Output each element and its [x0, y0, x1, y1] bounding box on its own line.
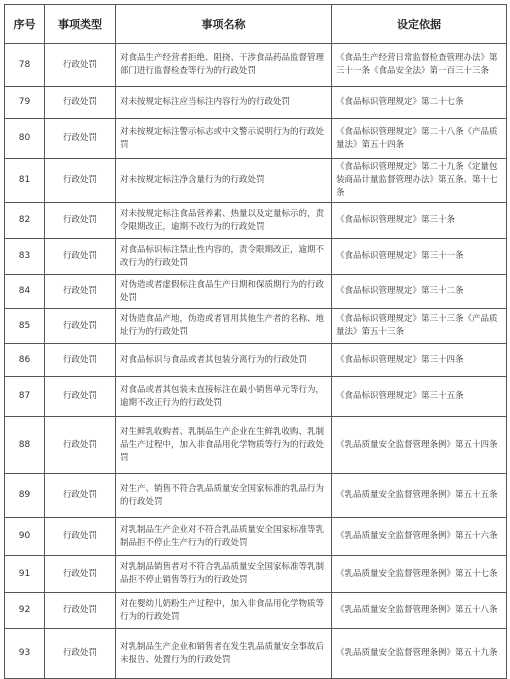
table-row	[5, 239, 507, 275]
row-basis: 《食品标识管理规定》第三十五条	[332, 377, 507, 417]
row-type: 行政处罚	[45, 239, 116, 275]
row-type: 行政处罚	[45, 203, 116, 239]
row-basis: 《乳品质量安全监督管理条例》第五十六条	[332, 518, 507, 556]
table-header-row	[5, 5, 507, 44]
header-basis: 设定依据	[332, 5, 507, 44]
row-name: 对未按规定标注食品营养素、热量以及定量标示的，责令限期改正，逾期不改行为的行政处罚	[116, 203, 332, 239]
row-name: 对伪造食品产地，伪造或者冒用其他生产者的名称、地址行为的行政处罚	[116, 309, 332, 344]
row-name: 对未按规定标注警示标志或中文警示说明行为的行政处罚	[116, 119, 332, 159]
row-type: 行政处罚	[45, 275, 116, 309]
row-basis: 《食品标识管理规定》第三十条	[332, 203, 507, 239]
row-num: 80	[5, 119, 45, 159]
row-type: 行政处罚	[45, 556, 116, 593]
row-type: 行政处罚	[45, 593, 116, 629]
table-row	[5, 518, 507, 556]
row-name: 对食品标识标注禁止性内容的，责令限期改正，逾期不改行为的行政处罚	[116, 239, 332, 275]
row-type: 行政处罚	[45, 119, 116, 159]
row-name: 对生鲜乳收购者、乳制品生产企业在生鲜乳收购、乳制品生产过程中，加入非食品用化学物质等行为的行政处罚	[116, 417, 332, 474]
row-num: 81	[5, 159, 45, 203]
row-type: 行政处罚	[45, 518, 116, 556]
row-name: 对在婴幼儿奶粉生产过程中，加入非食品用化学物质等行为的行政处罚	[116, 593, 332, 629]
row-type: 行政处罚	[45, 159, 116, 203]
document-table-container	[4, 4, 506, 679]
row-basis: 《乳品质量安全监督管理条例》第五十五条	[332, 474, 507, 518]
row-num: 83	[5, 239, 45, 275]
row-basis: 《乳品质量安全监督管理条例》第五十四条	[332, 417, 507, 474]
row-basis: 《乳品质量安全监督管理条例》第五十七条	[332, 556, 507, 593]
row-num: 89	[5, 474, 45, 518]
row-basis: 《乳品质量安全监督管理条例》第五十九条	[332, 629, 507, 679]
row-num: 92	[5, 593, 45, 629]
table-row	[5, 119, 507, 159]
row-num: 87	[5, 377, 45, 417]
row-num: 84	[5, 275, 45, 309]
table-row	[5, 593, 507, 629]
row-name: 对食品或者其包装未直接标注在最小销售单元等行为，逾期不改正行为的行政处罚	[116, 377, 332, 417]
row-name: 对伪造或者虚假标注食品生产日期和保质期行为的行政处罚	[116, 275, 332, 309]
row-basis: 《食品标识管理规定》第三十一条	[332, 239, 507, 275]
row-type: 行政处罚	[45, 417, 116, 474]
table-row	[5, 629, 507, 679]
row-name: 对未按规定标注净含量行为的行政处罚	[116, 159, 332, 203]
table-row	[5, 44, 507, 87]
row-type: 行政处罚	[45, 377, 116, 417]
row-name: 对未按规定标注应当标注内容行为的行政处罚	[116, 87, 332, 119]
row-num: 88	[5, 417, 45, 474]
row-num: 85	[5, 309, 45, 344]
row-basis: 《乳品质量安全监督管理条例》第五十八条	[332, 593, 507, 629]
table-row	[5, 474, 507, 518]
row-type: 行政处罚	[45, 44, 116, 87]
table-row	[5, 417, 507, 474]
table-row	[5, 556, 507, 593]
row-basis: 《食品标识管理规定》第二十八条《产品质量法》第五十四条	[332, 119, 507, 159]
row-num: 90	[5, 518, 45, 556]
table-row	[5, 275, 507, 309]
row-basis: 《食品生产经营日常监督检查管理办法》第三十一条《食品安全法》第一百三十三条	[332, 44, 507, 87]
row-name: 对乳制品生产企业和销售者在发生乳品质量安全事故后未报告、处置行为的行政处罚	[116, 629, 332, 679]
header-num: 序号	[5, 5, 45, 44]
row-basis: 《食品标识管理规定》第二十七条	[332, 87, 507, 119]
row-num: 78	[5, 44, 45, 87]
row-num: 86	[5, 344, 45, 377]
row-name: 对乳制品生产企业对不符合乳品质量安全国家标准等乳制品拒不停止生产行为的行政处罚	[116, 518, 332, 556]
row-name: 对食品标识与食品或者其包装分离行为的行政处罚	[116, 344, 332, 377]
header-type: 事项类型	[45, 5, 116, 44]
row-basis: 《食品标识管理规定》第三十二条	[332, 275, 507, 309]
row-num: 82	[5, 203, 45, 239]
administrative-penalty-table	[4, 4, 507, 679]
row-basis: 《食品标识管理规定》第二十九条《定量包装商品计量监督管理办法》第五条、第十七条	[332, 159, 507, 203]
row-type: 行政处罚	[45, 629, 116, 679]
table-row	[5, 344, 507, 377]
header-name: 事项名称	[116, 5, 332, 44]
row-type: 行政处罚	[45, 309, 116, 344]
row-type: 行政处罚	[45, 474, 116, 518]
table-row	[5, 309, 507, 344]
row-type: 行政处罚	[45, 87, 116, 119]
row-num: 93	[5, 629, 45, 679]
table-row	[5, 159, 507, 203]
table-row	[5, 203, 507, 239]
row-num: 91	[5, 556, 45, 593]
row-basis: 《食品标识管理规定》第三十四条	[332, 344, 507, 377]
row-name: 对食品生产经营者拒绝、阻挠、干涉食品药品监督管理部门进行监督检查等行为的行政处罚	[116, 44, 332, 87]
table-row	[5, 377, 507, 417]
row-name: 对生产、销售不符合乳品质量安全国家标准的乳品行为的行政处罚	[116, 474, 332, 518]
row-name: 对乳制品销售者对不符合乳品质量安全国家标准等乳制品拒不停止销售等行为的行政处罚	[116, 556, 332, 593]
table-row	[5, 87, 507, 119]
row-type: 行政处罚	[45, 344, 116, 377]
row-basis: 《食品标识管理规定》第三十三条《产品质量法》第五十三条	[332, 309, 507, 344]
row-num: 79	[5, 87, 45, 119]
